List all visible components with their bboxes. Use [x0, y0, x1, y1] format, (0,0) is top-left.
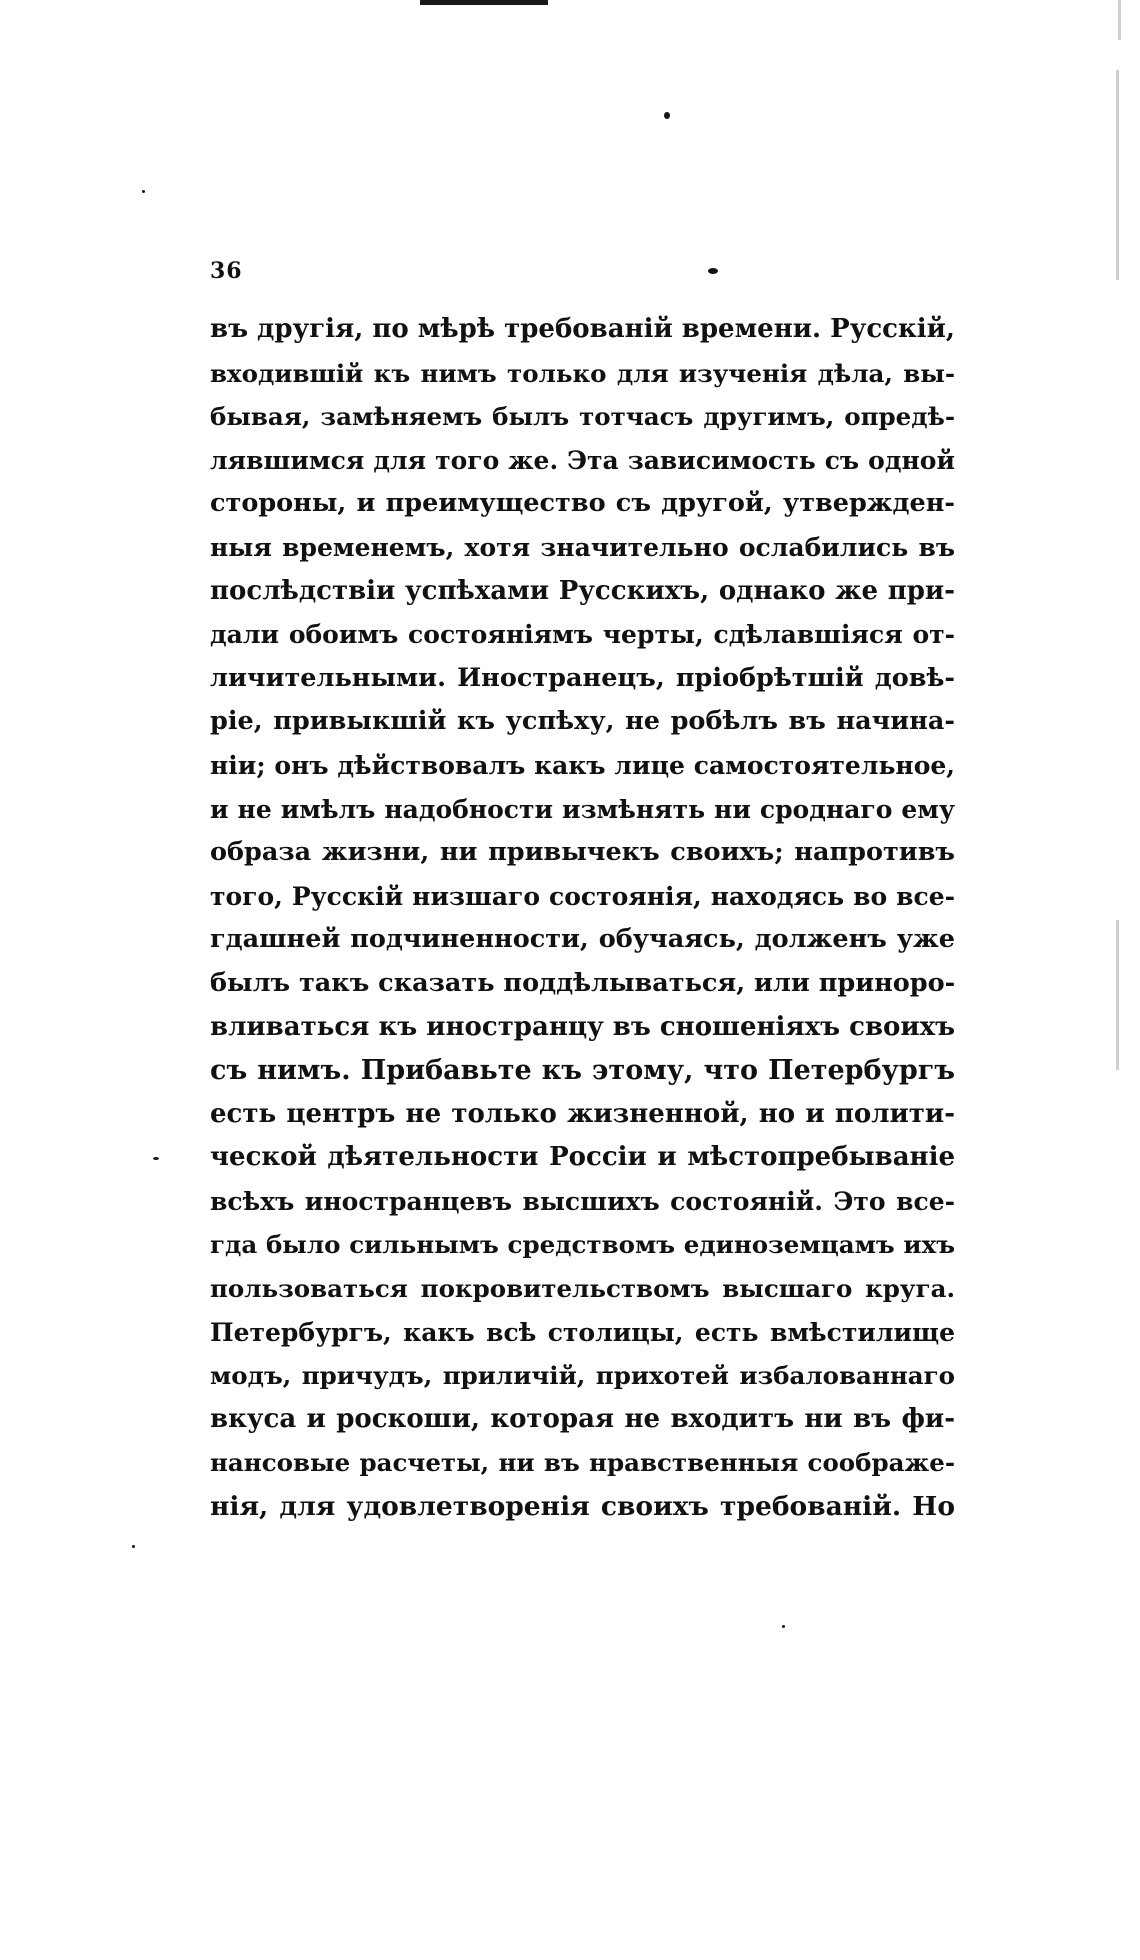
- text-line: всѣхъ иностранцевъ высшихъ состояній. Это все-: [210, 1186, 955, 1216]
- text-line: вливаться къ иностранцу въ сношеніяхъ своихъ: [210, 1011, 955, 1042]
- text-line: гдашней подчиненности, обучаясь, долженъ уже: [210, 924, 955, 955]
- text-line: былъ такъ сказать поддѣлываться, или приноро-: [210, 967, 955, 998]
- text-line: образа жизни, ни привычекъ своихъ; напротивъ: [210, 837, 955, 868]
- page-header: [210, 258, 910, 288]
- text-line: въ другія, по мѣрѣ требованій времени. Русскій,: [210, 314, 955, 344]
- ink-speck-left-upper: [142, 190, 145, 193]
- page-edge-mark-middle: [1116, 70, 1119, 280]
- page-edge-mark-lower: [1116, 920, 1119, 1070]
- text-line: нансовые расчеты, ни въ нравственныя соображе-: [210, 1448, 955, 1478]
- body-text: [210, 308, 955, 1529]
- text-line: Петербургъ, какъ всѣ столицы, есть вмѣстилище: [210, 1317, 955, 1347]
- text-line: входившій къ нимъ только для изученія дѣла, вы-: [210, 358, 955, 388]
- text-line: есть центръ не только жизненной, но и полити-: [210, 1098, 955, 1129]
- text-line: послѣдствіи успѣхами Русскихъ, однако же при-: [210, 575, 955, 606]
- page-edge-mark-upper: [1118, 0, 1121, 40]
- text-line: лявшимся для того же. Эта зависимость съ одной: [210, 445, 955, 475]
- text-line: гда было сильнымъ средствомъ единоземцамъ ихъ: [210, 1230, 955, 1260]
- text-line: съ нимъ. Прибавьте къ этому, что Петербургъ: [210, 1055, 955, 1087]
- text-line: и не имѣлъ надобности измѣнять ни сроднаго ему: [210, 794, 955, 824]
- text-line: личительными. Иностранецъ, пріобрѣтшій довѣ-: [210, 662, 955, 693]
- text-line: ческой дѣятельности Россіи и мѣстопребываніе: [210, 1142, 955, 1173]
- header-ornament-mark: [708, 268, 718, 274]
- text-line: вкуса и роскоши, которая не входитъ ни въ фи-: [210, 1403, 955, 1434]
- page-number: 36: [210, 258, 243, 284]
- text-line: пользоваться покровительствомъ высшаго круга.: [210, 1274, 955, 1304]
- text-line: ріе, привыкшій къ успѣху, не робѣлъ въ начина-: [210, 706, 955, 737]
- ink-speck-top: [664, 112, 670, 119]
- ink-speck-left-lower: [153, 1157, 159, 1160]
- text-line: нія, для удовлетворенія своихъ требованій. Но: [210, 1491, 955, 1523]
- top-edge-rule: [420, 0, 548, 5]
- text-line: того, Русскій низшаго состоянія, находясь во все-: [210, 881, 955, 911]
- text-line: ніи; онъ дѣйствовалъ какъ лице самостоятельное,: [210, 750, 955, 780]
- ink-speck-bottom-left: [132, 1545, 135, 1548]
- text-line: бывая, замѣняемъ былъ тотчасъ другимъ, опредѣ-: [210, 402, 955, 432]
- text-line: дали обоимъ состояніямъ черты, сдѣлавшіяся от-: [210, 620, 955, 650]
- text-line: ныя временемъ, хотя значительно ослабились въ: [210, 532, 955, 562]
- text-line: модъ, причудъ, приличій, прихотей избалованнаго: [210, 1361, 955, 1391]
- ink-speck-bottom-right: [782, 1625, 785, 1628]
- text-line: стороны, и преимущество съ другой, утвержден-: [210, 488, 955, 519]
